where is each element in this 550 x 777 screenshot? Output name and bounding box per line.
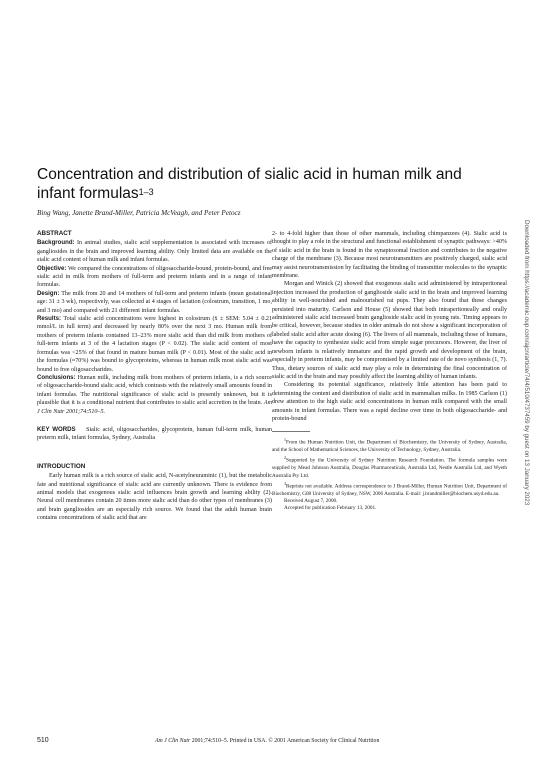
author-list: Bing Wang, Janette Brand-Miller, Patricia McVeagh, and Peter Petocz xyxy=(37,209,241,217)
abstract-results xyxy=(37,315,272,374)
footnote-1 xyxy=(272,436,507,454)
body-paragraph-3: Considering its potential significance, relatively little attention has been paid to determining the content and distribution of sialic acid in mammalian milks. In 1985 Carlson (1) drew attention to the high sialic acid concentrations in human milk compared with the small amounts in infant formulas. There was a rapid decline over time in both oligosaccharide- and protein-bound xyxy=(272,382,507,422)
title-footnote-marker: 1–3 xyxy=(138,187,154,197)
journal-name: Am J Clin Nutr xyxy=(155,738,191,744)
objective-label: Objective: xyxy=(37,264,67,272)
background-text: In animal studies, sialic acid supplementation is associated with increases of gangliosides in the brain and improved learning ability. Only limited data are available on the sialic acid content of human milk and infant formulas. xyxy=(37,240,273,264)
abstract-conclusions xyxy=(37,374,272,416)
abstract-heading: ABSTRACT xyxy=(37,230,72,237)
spacer xyxy=(37,416,272,426)
body-paragraph-1: 2- to 4-fold higher than those of other mammals, including chimpanzees (4). Sialic acid is thought to play a role in the structural and functional establishment of synaptic pathways: >40% of sialic acid in the brain is found in the synaptosomal fraction and contributes to the negative charge of the membrane (3). Because most neurotransmitters are positively charged, sialic acid may assist neurotransmission by facilitating the binding of transmitter molecules to the synaptic membrane. xyxy=(272,231,507,280)
footnote-divider xyxy=(272,431,310,432)
keywords-text: Sialic acid, oligosaccharides, glycoprotein, human full-term milk, human preterm milk, infant formulas, Sydney, Australia xyxy=(37,426,272,442)
footnote-1-text: From the Human Nutrition Unit, the Department of Biochemistry, the University of Sydney, Australia, and the School of Mathematical Sciences, the University of Technology, Sydney, Australia. xyxy=(272,440,507,454)
footnote-marker: 2 xyxy=(284,455,286,461)
download-watermark: Downloaded from https://academic.oup.com/ajcn/article/74/4/510/4737459 by guest on 13 January 2023 xyxy=(523,220,530,506)
keywords xyxy=(37,426,272,443)
footnote-3-text: Reprints not available. Address correspondence to J Brand-Miller, Human Nutrition Unit, Department of Biochemistry, G08 University of Sydney, NSW, 2006 Australia. E-mail: j.brandmiller@biochem.usyd.edu.au. xyxy=(272,483,507,497)
abstract-design xyxy=(37,290,272,315)
background-label: Background: xyxy=(37,239,75,247)
footnote-marker: 3 xyxy=(284,480,286,486)
footnote-2-text: Supported by the University of Sydney Nutrition Research Foundation. The formula samples were supplied by Mead Johnson Australia, Douglas Pharmaceuticals, Australia Ltd, Nestle Australia Ltd, and Wyeth Australia Pty Ltd. xyxy=(272,458,507,479)
right-column xyxy=(272,230,507,512)
page-number: 510 xyxy=(37,737,49,744)
footnote-3 xyxy=(272,480,507,498)
footnote-marker: 1 xyxy=(284,437,286,443)
results-label: Results: xyxy=(37,315,62,323)
abstract-citation: Am J Clin Nutr 2001;74:510–5. xyxy=(37,400,272,415)
title-text: Concentration and distribution of sialic acid in human milk and infant formulas xyxy=(37,166,462,202)
journal-details: 2001;74:510–5. Printed in USA. © 2001 American Society for Clinical Nutrition xyxy=(191,738,380,744)
accepted-date: Accepted for publication February 13, 2001. xyxy=(284,505,377,512)
results-text: Total sialic acid concentrations were highest in colostrum (x̄ ± SEM: 5.04 ± 0.21 mmol/L in full term) and decreased by nearly 80% over the next 3 mo. Human milk from mothers of preterm infants contained 13–23% more sialic acid than did milk from mothers of full-term infants at 3 of the 4 lactation stages (P < 0.02). The sialic acid content of most formulas was <25% of that found in mature human milk (P < 0.01). Most of the sialic acid in the formulas (≈70%) was bound to glycoproteins, whereas in human milk most sialic acid was bound to free oligosaccharides. xyxy=(37,316,272,373)
keywords-label: KEY WORDS xyxy=(37,425,76,433)
introduction-heading: INTRODUCTION xyxy=(37,462,86,470)
footnote-2 xyxy=(272,454,507,479)
spacer xyxy=(37,443,272,463)
introduction-paragraph: Early human milk is a rich source of sialic acid, N-acetylneuraminic (1), but the metabolic fate and nutritional significance of sialic acid are currently unknown. There is evidence from animal models that exogenous sialic acid influences brain growth and learning ability (2). Neural cell membranes contain 20 times more sialic acid than do other types of membranes (3) and brain gangliosides are an especially rich source. We found that the adult human brain contains concentrations of sialic acid that are xyxy=(37,473,272,522)
abstract-objective xyxy=(37,265,272,290)
conclusions-label: Conclusions: xyxy=(37,373,76,381)
journal-line xyxy=(155,738,379,744)
footnotes xyxy=(272,436,507,512)
conclusions-text: Human milk, including milk from mothers of preterm infants, is a rich source of oligosaccharide-bound sialic acid, which contrasts with the relatively small amounts found in infant formulas. The nutritional significance of sialic acid is presently unknown, but it is plausible that it is a conditional nutrient that contributes to sialic acid accretion in the brain. xyxy=(37,374,272,407)
objective-text: We compared the concentrations of oligosaccharide-bound, protein-bound, and free sialic acid in milk from mothers of full-term and preterm infants and in a range of infant formulas. xyxy=(37,265,272,289)
abstract-background xyxy=(37,239,272,264)
design-label: Design: xyxy=(37,289,60,297)
received-date: Received August 7, 2000. xyxy=(284,497,338,504)
design-text: The milk from 20 and 14 mothers of full-term and preterm infants (mean gestational age: 31 ± 3 wk), respectively, was collected at 4 stages of lactation (colostrum, transition, 1 mo, and 3 mo) and compared with 21 different infant formulas. xyxy=(37,290,273,314)
left-column xyxy=(37,230,272,523)
article-title xyxy=(37,165,477,203)
body-paragraph-2: Morgan and Winick (2) showed that exogenous sialic acid administered by intraperitoneal injection increased the production of ganglioside sialic acid in the brain and improved learning ability in well-nourished and malnourished rat pups. They also found that these changes persisted into maturity. Carlson and House (5) showed that both intraperitoneally and orally administered sialic acid increased brain ganglioside sialic acid in young rats. Timing appears to be critical, however, because studies in older animals do not show a significant incorporation of labeled sialic acid after acute dosing (6). The livers of all mammals, including those of humans, have the capacity to synthesize sialic acid from simple sugar precursors. However, the liver of newborn infants is relatively immature and the rapid growth and development of the brain, especially in preterm infants, may be compromised by a limited rate of de novo synthesis (1, 7). Thus, dietary sources of sialic acid may play a role in determining the final concentration of sialic acid in the brain and may possibly affect the learning ability of human infants. xyxy=(272,281,507,380)
